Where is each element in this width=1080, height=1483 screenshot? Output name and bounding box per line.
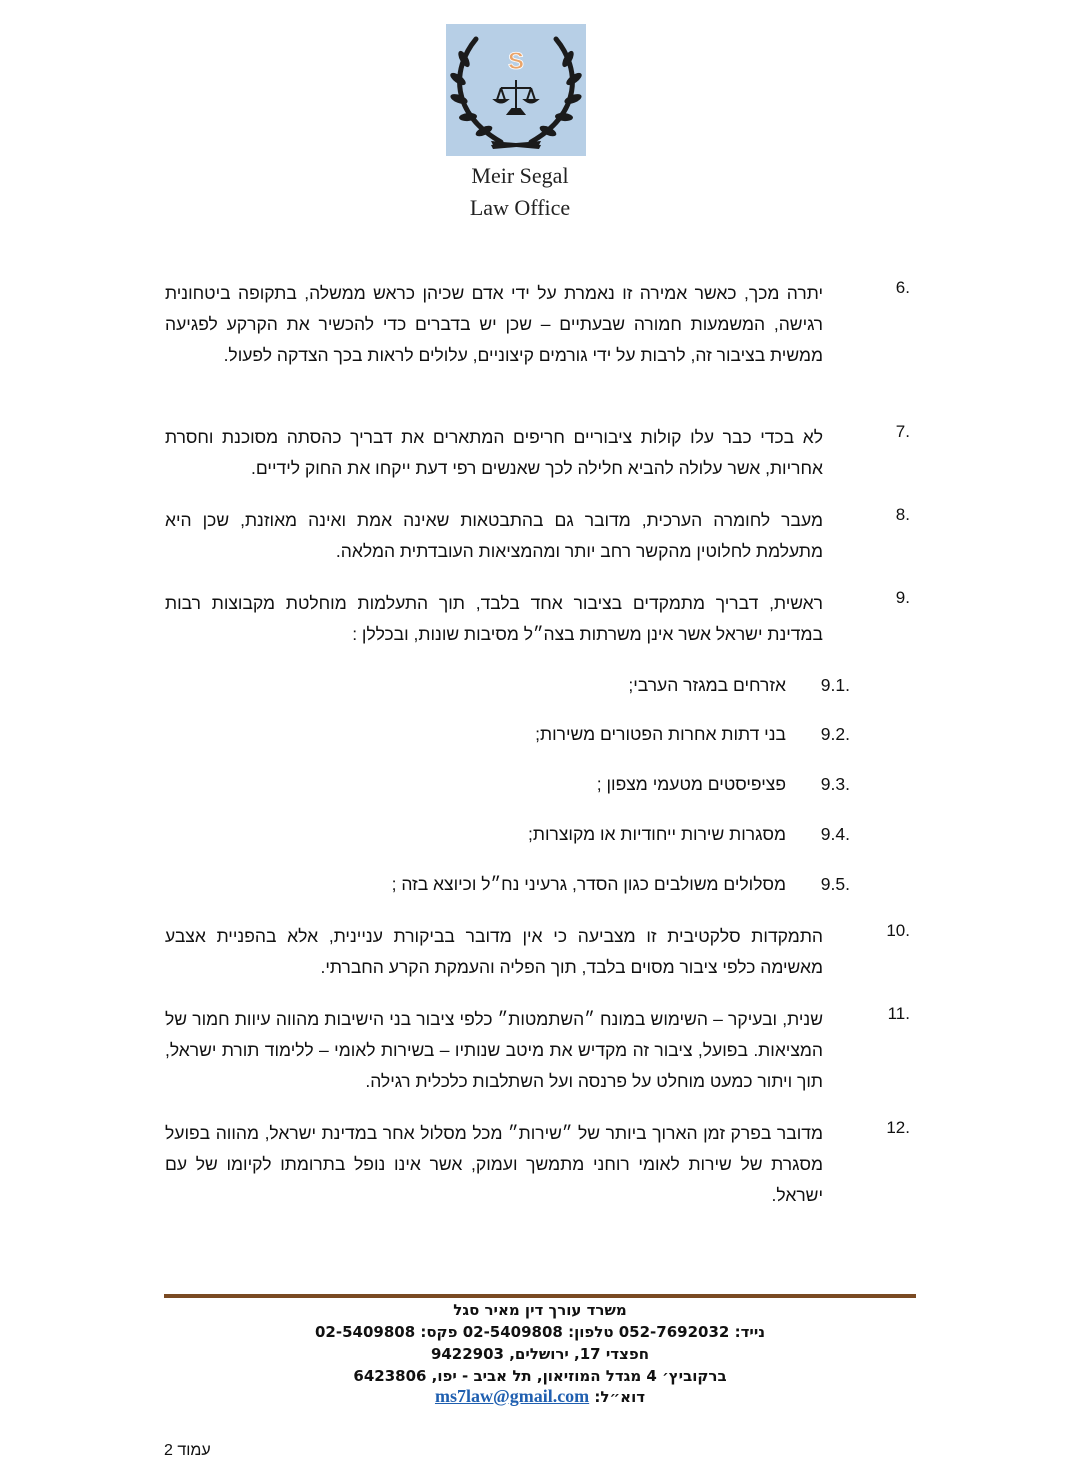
paragraph-number: .12 <box>886 1118 910 1137</box>
subitem-number: .9.4 <box>820 824 850 844</box>
paragraph-11 <box>165 1004 910 1097</box>
logo-letter: S <box>507 48 525 75</box>
page-number: עמוד 2 <box>164 1442 211 1459</box>
subitem-text: מסגרות שירות ייחודיות או מקוצרות; <box>528 824 786 844</box>
subitem-text: אזרחים במגזר הערבי; <box>628 675 786 695</box>
subitem-number: .9.3 <box>820 774 850 794</box>
paragraph-7 <box>165 422 910 484</box>
subitem-text: בני דתות אחרות הפטורים משירות; <box>535 724 786 744</box>
logo-name: Meir Segal <box>471 163 569 188</box>
footer-address-telaviv: ברקוביץ׳ 4 מגדל המוזיאון, תל אביב - יפו, 6423806 <box>353 1367 727 1385</box>
paragraph-text: מדובר בפרק זמן הארוך ביותר של ״שירות״ מכל מסלול אחר במדינת ישראל, מהווה בפועל מסגרת של שירות לאומי רוחני מתמשך ועמוק, אשר אינו נופל בתרומתו לקיומו של עם ישראל. <box>165 1123 823 1205</box>
footer-email-line <box>200 1386 880 1408</box>
paragraph-text: התמקדות סלקטיבית זו מצביעה כי אין מדובר בביקורת עניינית, אלא בהפניית אצבע מאשימה כלפי ציבור מסוים בלבד, תוך הפליה והעמקת הקרע החברתי. <box>165 926 823 977</box>
paragraph-12 <box>165 1118 910 1211</box>
footer-address-jerusalem: חפצדי 17, ירושלים, 9422903 <box>430 1345 650 1363</box>
logo-subtitle: Law Office <box>469 195 571 220</box>
subitem-number: .9.5 <box>820 874 850 894</box>
paragraph-9 <box>165 588 910 650</box>
paragraph-text: לא בכדי כבר עלו קולות ציבוריים חריפים המתארים את דבריך כהסתה מסוכנת וחסרת אחריות, אשר עלולה להביא חלילה לכך שאנשים רפי דעת ייקחו את החוק לידיים. <box>165 427 823 478</box>
email-link[interactable]: ms7law@gmail.com <box>434 1386 590 1406</box>
subitem-text: מסלולים משולבים כגון הסדר, גרעיני נח״ל וכיוצא בזה ; <box>391 874 786 894</box>
paragraph-text: שנית, ובעיקר – השימוש במונח ״השתמטות״ כלפי ציבור בני הישיבות מהווה עיוות חמור של המציאות. בפועל, ציבור זה מקדיש את מיטב שנותיו – בשירות לאומי – ללימוד תורת ישראל, תוך ויתור כמעט מוחלט על פרנסה ועל השתלבות כלכלית רגילה. <box>165 1009 823 1091</box>
footer-phones: נייד: 052-7692032 טלפון: 02-5409808 פקס: 02-5409808 <box>314 1323 766 1341</box>
paragraph-text: ראשית, דבריך מתמקדים בציבור אחד בלבד, תוך התעלמות מוחלטת מקבוצות רבות במדינת ישראל אשר אינן משרתות בצה״ל מסיבות שונות, ובכללן : <box>165 593 823 644</box>
paragraph-10 <box>165 921 910 983</box>
paragraph-number: .6 <box>895 278 910 297</box>
paragraph-text: יתרה מכך, כאשר אמירה זו נאמרת על ידי אדם שכיהן כראש ממשלה, בתקופה ביטחונית רגישה, המשמעות חמורה שבעתיים – שכן יש בדברים כדי להכשיר את הקרקע לפגיעה ממשית בציבור זה, לרבות על ידי גורמים קיצוניים, עלולים לראות בכך הצדקה לפעול. <box>165 283 823 365</box>
footer-office-name: משרד עורך דין מאיר סגל <box>453 1301 627 1319</box>
paragraph-number: .10 <box>886 921 910 940</box>
footer-divider <box>164 1294 916 1298</box>
logo-caption <box>420 160 620 224</box>
subitem-9-3 <box>300 769 850 800</box>
law-office-logo <box>446 24 586 156</box>
subitem-9-5 <box>300 869 850 900</box>
paragraph-text: מעבר לחומרה הערכית, מדובר גם בהתבטאות שאינה אמת ואינה מאוזנת, שכן היא מתעלמת לחלוטין מהקשר רחב יותר ומהמציאות העובדתית המלאה. <box>165 510 823 561</box>
paragraph-number: .9 <box>895 588 910 607</box>
paragraph-number: .7 <box>895 422 910 441</box>
paragraph-number: .8 <box>895 505 910 524</box>
subitem-number: .9.1 <box>820 675 850 695</box>
subitem-text: פציפיסטים מטעמי מצפון ; <box>596 774 786 794</box>
scales-of-justice-icon <box>446 24 586 156</box>
email-label: דוא״ל: <box>594 1388 646 1406</box>
subitem-9-2 <box>300 719 850 750</box>
subitem-9-4 <box>300 819 850 850</box>
paragraph-number: .11 <box>887 1004 910 1023</box>
paragraph-8 <box>165 505 910 567</box>
subitem-9-1 <box>300 670 850 701</box>
subitem-number: .9.2 <box>820 724 850 744</box>
paragraph-6 <box>165 278 910 371</box>
